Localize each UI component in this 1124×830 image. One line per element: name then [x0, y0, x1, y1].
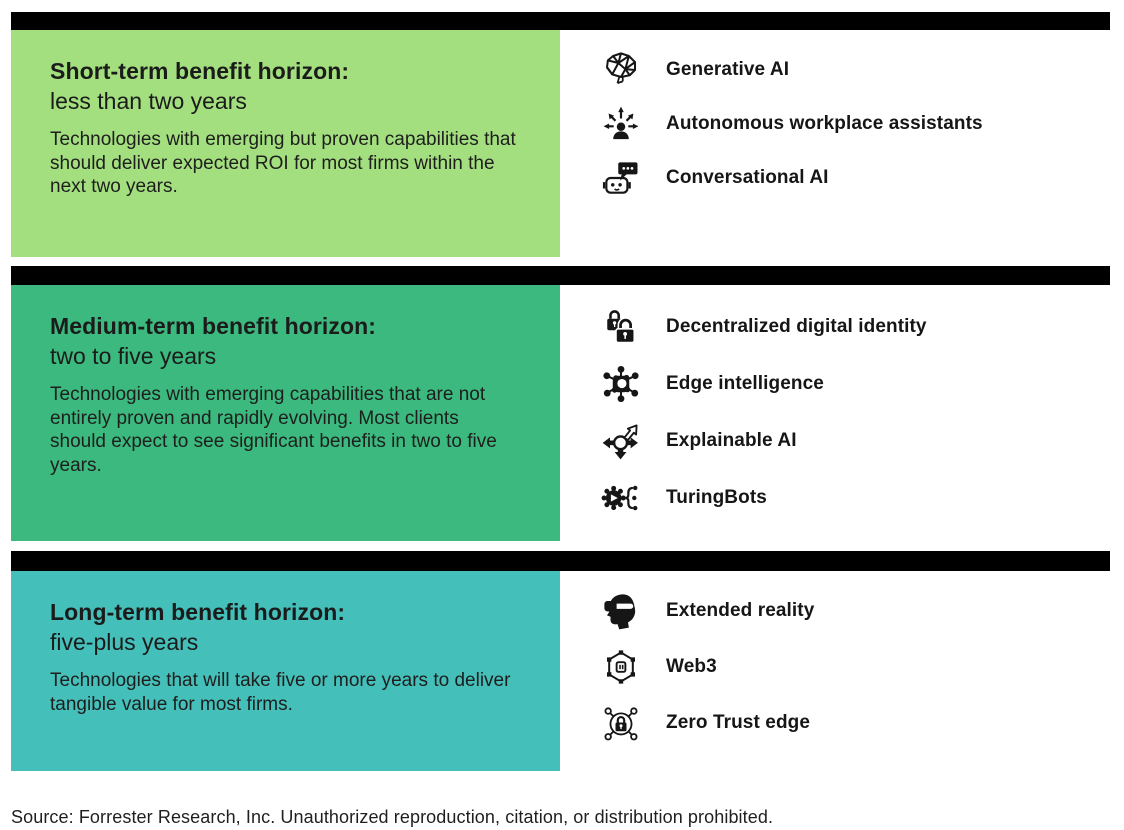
long-term-technology-list [560, 571, 1110, 771]
extended-reality-vr-head-icon [599, 589, 643, 633]
section-long-term [11, 551, 1110, 771]
item-label: Web3 [666, 656, 717, 677]
autonomous-assistants-person-arrows-icon [599, 102, 643, 146]
item-label: Conversational AI [666, 167, 829, 188]
separator-bar [11, 12, 1110, 30]
conversational-ai-robot-chat-icon [599, 156, 643, 200]
generative-ai-brain-icon [599, 48, 643, 92]
list-item [560, 43, 1110, 97]
item-label: Zero Trust edge [666, 712, 811, 733]
separator-bar [11, 551, 1110, 571]
decentralized-identity-dual-locks-icon [599, 305, 643, 349]
benefit-horizons-figure [11, 12, 1110, 771]
short-term-technology-list [560, 30, 1110, 257]
section-subtitle: five-plus years [50, 629, 199, 655]
section-medium-term [11, 266, 1110, 541]
section-short-term [11, 12, 1110, 257]
section-subtitle: less than two years [50, 88, 247, 114]
list-item [560, 412, 1110, 469]
item-label: Edge intelligence [666, 372, 824, 394]
separator-bar [11, 266, 1110, 285]
list-item [560, 695, 1110, 751]
section-description: Technologies that will take five or more years to deliver tangible value for most firms. [50, 670, 511, 715]
item-label: Generative AI [666, 59, 790, 80]
turingbots-gear-branch-icon [599, 476, 643, 520]
item-label: Explainable AI [666, 429, 797, 451]
medium-term-technology-list [560, 285, 1110, 541]
list-item [560, 639, 1110, 695]
item-label: TuringBots [666, 486, 767, 508]
list-item [560, 469, 1110, 526]
list-item [560, 298, 1110, 355]
zero-trust-edge-lock-icon [599, 701, 643, 745]
edge-intelligence-node-icon [599, 362, 643, 406]
section-title: Medium-term benefit horizon: [50, 313, 377, 339]
list-item [560, 583, 1110, 639]
list-item [560, 97, 1110, 151]
short-term-description-box [11, 30, 560, 257]
section-subtitle: two to five years [50, 343, 217, 369]
source-attribution: Source: Forrester Research, Inc. Unauthorized reproduction, citation, or distribution prohibited. [11, 807, 774, 827]
medium-term-description-box [11, 285, 560, 541]
explainable-ai-arrows-icon [599, 419, 643, 463]
item-label: Autonomous workplace assistants [666, 113, 983, 134]
long-term-description-box [11, 571, 560, 771]
section-title: Long-term benefit horizon: [50, 599, 346, 625]
item-label: Decentralized digital identity [666, 315, 927, 337]
section-description: Technologies with emerging but proven capabilities that should deliver expected ROI for most firms within the next two years. [50, 129, 516, 197]
web3-hexagon-network-icon [599, 645, 643, 689]
list-item [560, 151, 1110, 205]
item-label: Extended reality [666, 600, 815, 621]
list-item [560, 355, 1110, 412]
section-description: Technologies with emerging capabilities that are not entirely proven and rapidly evolving. Most clients should expect to see significant benefits in two to five years. [50, 384, 497, 476]
section-title: Short-term benefit horizon: [50, 58, 350, 84]
